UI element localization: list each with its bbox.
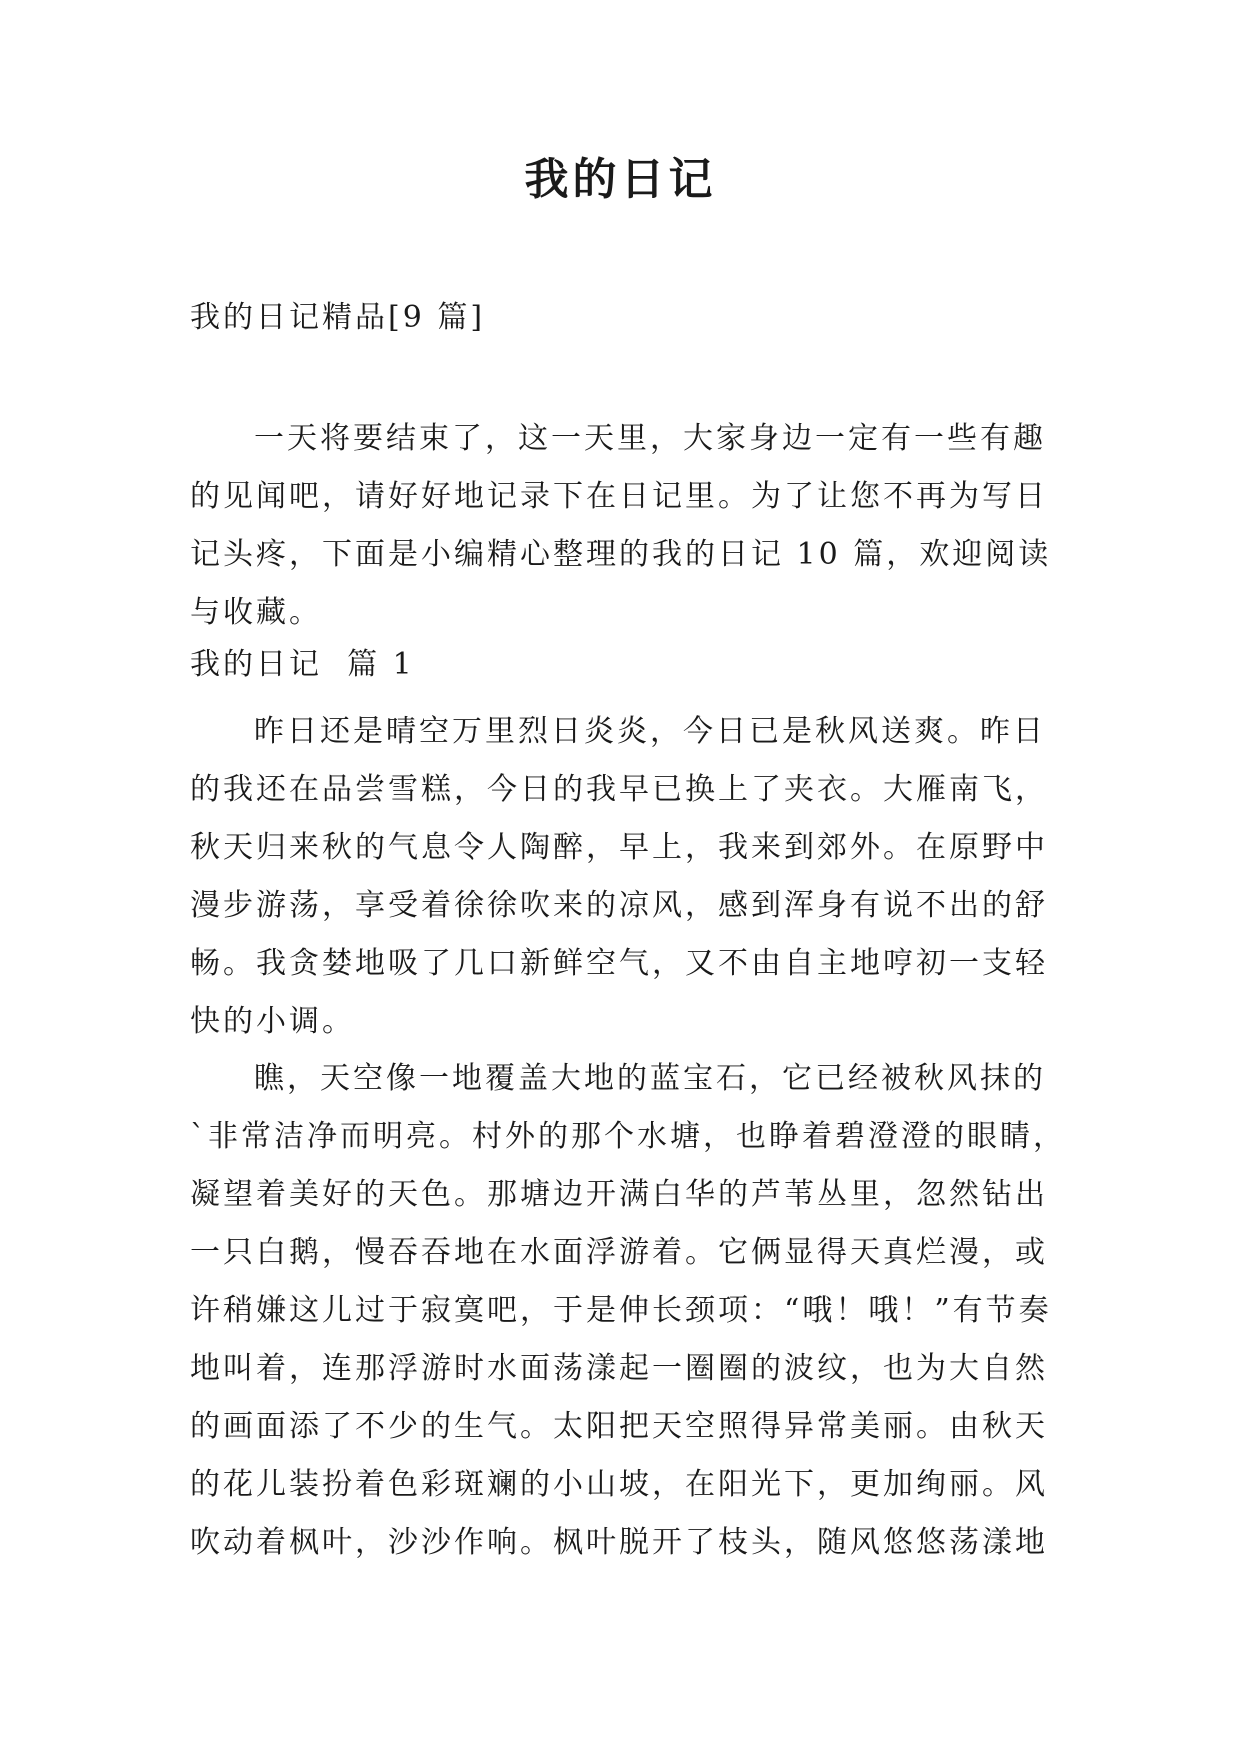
paragraph-line: 昨日还是晴空万里烈日炎炎，今日已是秋风送爽。昨日 — [254, 714, 1046, 749]
paragraph-line: 凝望着美好的天色。那塘边开满白华的芦苇丛里，忽然钻出 — [190, 1177, 1048, 1212]
paragraph-line: 一天将要结束了，这一天里，大家身边一定有一些有趣 — [254, 421, 1046, 456]
document-title: 我的日记 — [524, 154, 717, 205]
paragraph-line: 与收藏。 — [190, 595, 322, 630]
document-subtitle: 我的日记精品[9 篇] — [190, 300, 486, 335]
paragraph-line: 记头疼，下面是小编精心整理的我的日记 10 篇，欢迎阅读 — [190, 537, 1052, 572]
paragraph-line: 秋天归来秋的气息令人陶醉，早上，我来到郊外。在原野中 — [190, 830, 1048, 865]
section-heading: 我的日记 篇 1 — [190, 647, 415, 682]
paragraph-line: 一只白鹅，慢吞吞地在水面浮游着。它俩显得天真烂漫，或 — [190, 1235, 1048, 1270]
paragraph-line: 许稍嫌这儿过于寂寞吧，于是伸长颈项：“哦！哦！”有节奏 — [190, 1293, 1052, 1328]
paragraph-line: 吹动着枫叶，沙沙作响。枫叶脱开了枝头，随风悠悠荡漾地 — [190, 1525, 1048, 1560]
intro-paragraph — [190, 410, 1060, 642]
paragraph-line: `非常洁净而明亮。村外的那个水塘，也睁着碧澄澄的眼睛， — [190, 1119, 1066, 1154]
paragraph-line: 的画面添了不少的生气。太阳把天空照得异常美丽。由秋天 — [190, 1409, 1048, 1444]
diary-paragraph-1 — [190, 703, 1060, 1051]
paragraph-line: 漫步游荡，享受着徐徐吹来的凉风，感到浑身有说不出的舒 — [190, 888, 1048, 923]
paragraph-line: 的花儿装扮着色彩斑斓的小山坡，在阳光下，更加绚丽。风 — [190, 1467, 1048, 1502]
paragraph-line: 地叫着，连那浮游时水面荡漾起一圈圈的波纹，也为大自然 — [190, 1351, 1048, 1386]
diary-paragraph-2 — [190, 1050, 1066, 1572]
paragraph-line: 瞧，天空像一地覆盖大地的蓝宝石，它已经被秋风抹的 — [254, 1061, 1046, 1096]
paragraph-line: 畅。我贪婪地吸了几口新鲜空气，又不由自主地哼初一支轻 — [190, 946, 1048, 981]
paragraph-line: 的见闻吧，请好好地记录下在日记里。为了让您不再为写日 — [190, 479, 1048, 514]
paragraph-line: 的我还在品尝雪糕，今日的我早已换上了夹衣。大雁南飞， — [190, 772, 1048, 807]
paragraph-line: 快的小调。 — [190, 1004, 355, 1039]
